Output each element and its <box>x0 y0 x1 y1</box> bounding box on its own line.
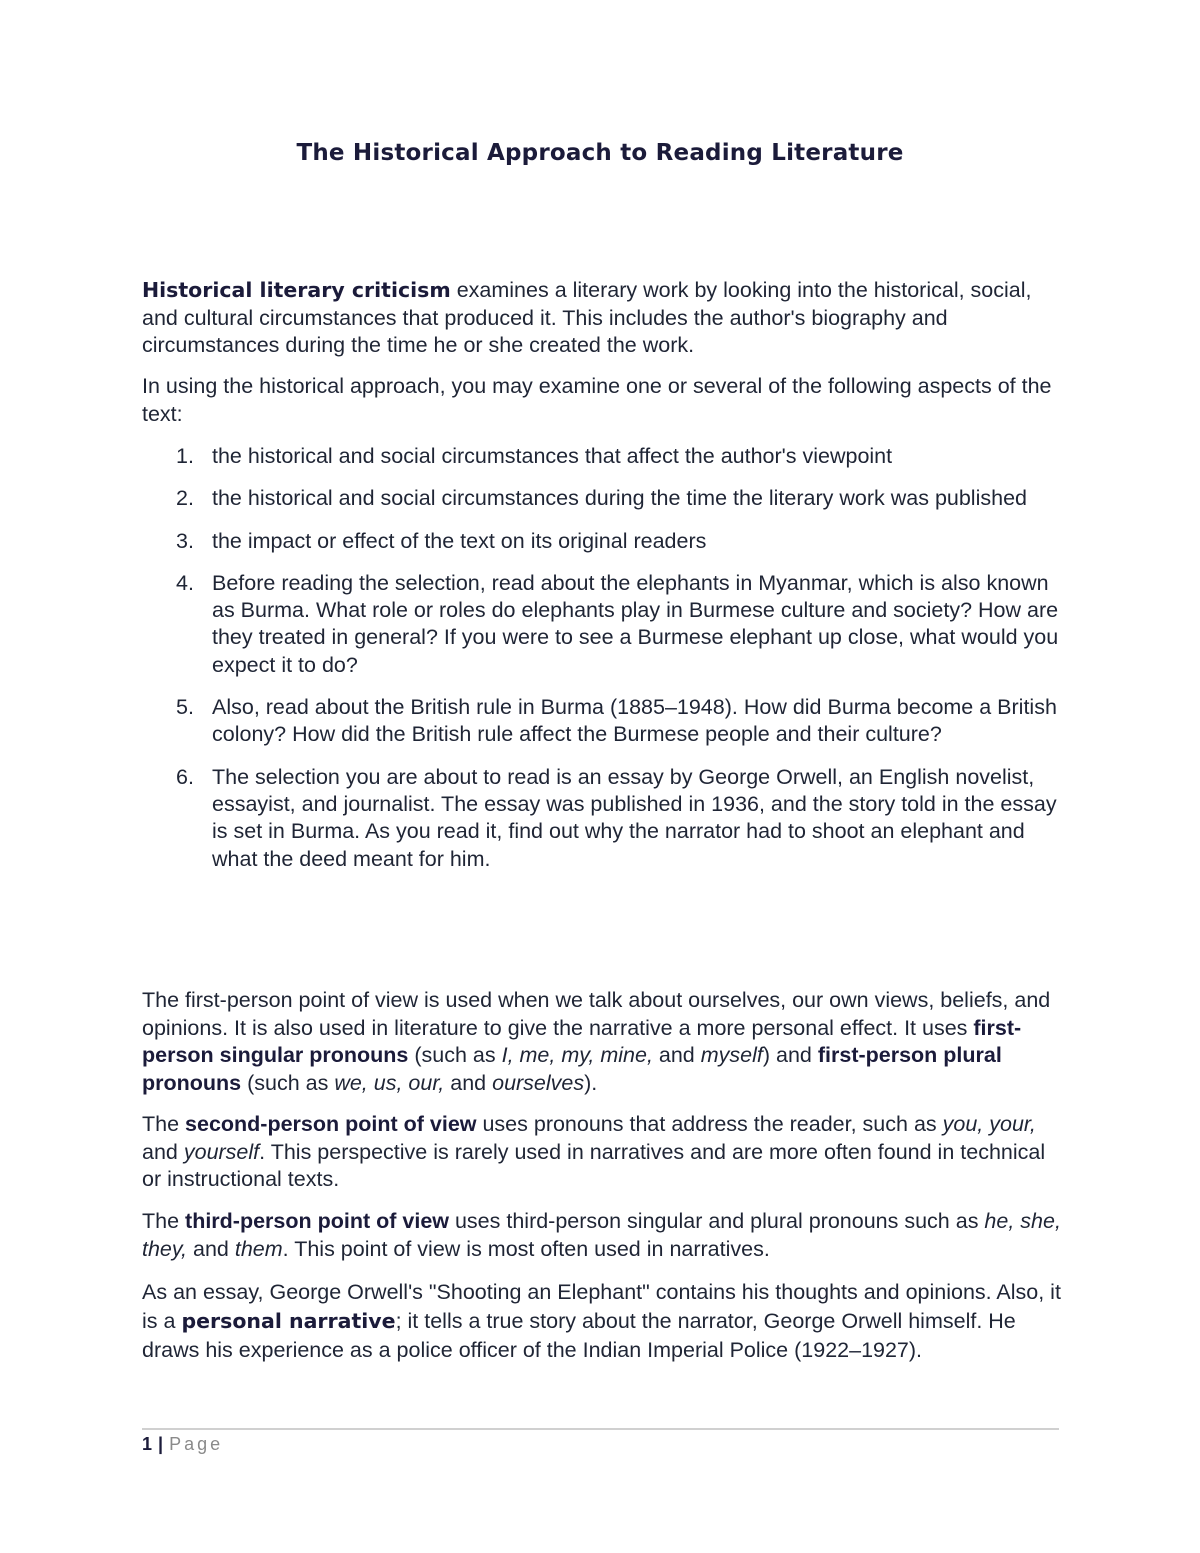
list-item <box>172 570 1062 679</box>
intro-term: Historical literary criticism <box>142 278 451 302</box>
footer-separator: | <box>158 1434 164 1454</box>
third-person-text: The <box>142 1209 186 1233</box>
aspects-list <box>172 443 1062 888</box>
first-person-text: and <box>444 1070 493 1095</box>
closing-paragraph <box>142 1278 1062 1365</box>
list-item-text: Also, read about the British rule in Burma (1885–1948). How did Burma become a British colony? How did the British rule affect the Burmese people and their culture? <box>212 695 1057 747</box>
list-lead-paragraph <box>142 373 1062 428</box>
third-person-paragraph <box>142 1208 1062 1263</box>
first-person-text: ) and <box>762 1043 818 1067</box>
list-item <box>172 485 1062 512</box>
first-person-example: ourselves <box>492 1070 585 1095</box>
first-person-text: The first-person point of view is used when we talk about ourselves, our own views, beliefs, and opinions. It is also used in literature to give the narrative a more personal effect. It uses <box>142 988 1051 1040</box>
list-item-text: the historical and social circumstances that affect the author's viewpoint <box>212 444 893 468</box>
first-person-example: we, us, our, <box>334 1070 445 1095</box>
first-person-text: and <box>652 1043 701 1067</box>
list-item-text: The selection you are about to read is an essay by George Orwell, an English novelist, essayist, and journalist. The essay was published in 1936, and the story told in the essay is set in Burma. As you read it, find out why the narrator had to shoot an elephant and what the deed meant for him. <box>212 764 1057 871</box>
third-person-term: third-person point of view <box>185 1209 449 1233</box>
list-item <box>172 694 1062 749</box>
list-item-text: the impact or effect of the text on its original readers <box>212 528 707 553</box>
third-person-text: . This point of view is most often used in narratives. <box>282 1236 770 1261</box>
first-person-example: myself <box>700 1043 763 1067</box>
second-person-term: second-person point of view <box>185 1112 477 1136</box>
list-item-number: 4. <box>176 570 194 595</box>
second-person-text: and <box>142 1139 184 1164</box>
list-item <box>172 528 1062 555</box>
second-person-text: uses pronouns that address the reader, such as <box>476 1112 943 1136</box>
closing-text: As an essay, George Orwell's "Shooting an Elephant" contains his thoughts and opinions. Also, it is a <box>142 1280 1061 1333</box>
third-person-example: them <box>234 1236 283 1261</box>
personal-narrative-term: personal narrative <box>181 1309 396 1333</box>
list-item-number: 3. <box>176 528 194 553</box>
second-person-example: you, your, <box>942 1112 1036 1136</box>
second-person-text: The <box>142 1112 186 1136</box>
third-person-example: he, she, they, <box>142 1209 1061 1261</box>
first-person-example: I, me, my, mine, <box>501 1043 653 1067</box>
first-person-singular-term: first-person singular pronouns <box>142 1015 1022 1067</box>
third-person-text: uses third-person singular and plural pronouns such as <box>449 1209 985 1233</box>
list-item-text: Before reading the selection, read about the elephants in Myanmar, which is also known as Burma. What role or roles do elephants play in Burmese culture and society? How are they treated in general? If you were to see a Burmese elephant up close, what would you expect it to do? <box>212 570 1059 677</box>
first-person-text: (such as <box>408 1043 502 1067</box>
list-item-number: 6. <box>176 764 194 789</box>
list-item-number: 5. <box>176 695 194 720</box>
document-title: The Historical Approach to Reading Literature <box>296 140 904 166</box>
first-person-plural-term: first-person plural pronouns <box>142 1043 1002 1095</box>
list-lead-text: In using the historical approach, you may examine one or several of the following aspects of the text: <box>142 374 1052 426</box>
page-label: Page <box>169 1434 224 1454</box>
second-person-example: yourself <box>183 1139 260 1164</box>
intro-paragraph <box>142 277 1062 360</box>
third-person-text: and <box>187 1236 235 1261</box>
first-person-text: (such as <box>241 1070 335 1095</box>
list-item-text: the historical and social circumstances during the time the literary work was published <box>212 486 1027 511</box>
list-item <box>172 764 1062 873</box>
intro-text: examines a literary work by looking into the historical, social, and cultural circumstances that produced it. This includes the author's biography and circumstances during the time he or she created the work. <box>142 278 1032 357</box>
second-person-paragraph <box>142 1111 1062 1194</box>
list-item <box>172 443 1062 470</box>
second-person-text: . This perspective is rarely used in narratives and are more often found in technical or instructional texts. <box>142 1139 1046 1191</box>
first-person-paragraph <box>142 987 1062 1097</box>
closing-text: ; it tells a true story about the narrator, George Orwell himself. He draws his experience as a police officer of the Indian Imperial Police (1922–1927). <box>142 1309 1016 1362</box>
list-item-number: 2. <box>176 486 194 511</box>
footer-divider <box>142 1428 1059 1430</box>
list-item-number: 1. <box>176 444 194 468</box>
page-number: 1 <box>142 1434 153 1454</box>
first-person-text: ). <box>584 1070 598 1095</box>
page-footer <box>142 1434 223 1455</box>
